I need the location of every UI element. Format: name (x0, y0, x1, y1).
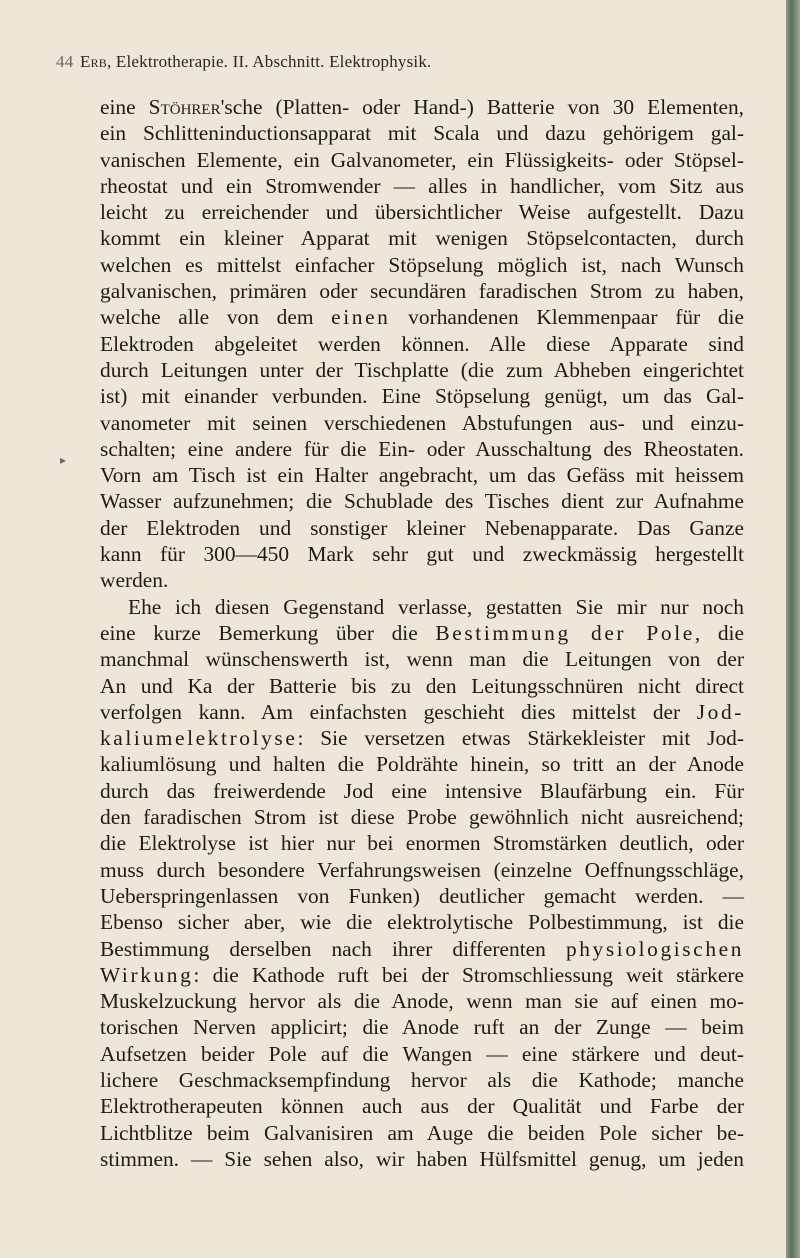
text-line: vanometer mit seinen verschiedenen Abstufungen aus- und einzu- (100, 410, 744, 435)
text-line: Ehe ich diesen Gegenstand verlasse, gestatten Sie mir nur noch (128, 594, 744, 619)
text-line: leicht zu erreichender und übersichtlicher Weise aufgestellt. Dazu (100, 200, 744, 225)
running-head-title: Elektrotherapie. II. Abschnitt. Elektrophysik. (115, 52, 432, 71)
text-line: Elektrotherapeuten können auch aus der Qualität und Farbe der (100, 1094, 744, 1119)
text-line: die Elektrolyse ist hier nur bei enormen Stromstärken deutlich, oder (100, 831, 744, 856)
spaced-emphasis: physiologischen (565, 936, 744, 961)
text-line: Ueberspringenlassen von Funken) deutlicher gemacht werden. — (100, 883, 744, 908)
text-line: rheostat und ein Stromwender — alles in handlicher, vom Sitz aus (100, 173, 744, 198)
text-line: kann für 300—450 Mark sehr gut und zweckmässig hergestellt (100, 542, 744, 567)
running-head: 44 Erb, Elektrotherapie. II. Abschnitt. Elektrophysik. (56, 52, 432, 71)
text-line: kommt ein kleiner Apparat mit wenigen Stöpselcontacten, durch (100, 226, 744, 251)
page-edge (786, 0, 800, 1258)
margin-mark: ▸ (60, 453, 67, 467)
text-line: den faradischen Strom ist diese Probe gewöhnlich nicht ausreichend; (100, 805, 744, 830)
text-line: Elektroden abgeleitet werden können. Alle diese Apparate sind (100, 331, 744, 356)
text-line: Bestimmung derselben nach ihrer differenten physiologischen (100, 936, 744, 961)
text-line: lichere Geschmacksempfindung hervor als die Kathode; manche (100, 1067, 744, 1092)
text-line: Muskelzuckung hervor als die Anode, wenn man sie auf einen mo- (100, 989, 744, 1014)
text-line: Lichtblitze beim Galvanisiren am Auge die beiden Pole sicher be- (100, 1120, 744, 1145)
text-line: eine kurze Bemerkung über die Bestimmung der Pole, die (100, 620, 744, 645)
text-line: An und Ka der Batterie bis zu den Leitungsschnüren nicht direct (100, 673, 744, 698)
text-line: welche alle von dem einen vorhandenen Klemmenpaar für die (100, 305, 744, 330)
spaced-emphasis: kaliumelektrolyse (100, 726, 298, 751)
spaced-emphasis: Jod- (696, 699, 744, 724)
spaced-emphasis: einen (331, 305, 391, 330)
text-line: durch das freiwerdende Jod eine intensive Blaufärbung ein. Für (100, 778, 744, 803)
text-line: vanischen Elemente, ein Galvanometer, ein Flüssigkeits- oder Stöpsel- (100, 147, 744, 172)
text-line: Vorn am Tisch ist ein Halter angebracht, um das Gefäss mit heissem (100, 463, 744, 488)
text-line: manchmal wünschenswerth ist, wenn man die Leitungen von der (100, 647, 744, 672)
text-line: muss durch besondere Verfahrungsweisen (einzelne Oeffnungsschläge, (100, 857, 744, 882)
text-line: der Elektroden und sonstiger kleiner Nebenapparate. Das Ganze (100, 515, 744, 540)
text-line: ein Schlitteninductionsapparat mit Scala und dazu gehörigem gal- (100, 121, 744, 146)
body-text (100, 94, 744, 1172)
name-small-caps: Stöhrer (148, 95, 221, 119)
text-line: stimmen. — Sie sehen also, wir haben Hülfsmittel genug, um jeden (100, 1146, 744, 1171)
text-line: kaliumelektrolyse: Sie versetzen etwas Stärkekleister mit Jod- (100, 726, 744, 751)
text-line: verfolgen kann. Am einfachsten geschieht dies mittelst der Jod- (100, 699, 744, 724)
running-head-author: Erb (80, 52, 107, 71)
text-line: ist) mit einander verbunden. Eine Stöpselung genügt, um das Gal- (100, 384, 744, 409)
text-line: eine Stöhrer'sche (Platten- oder Hand-) Batterie von 30 Elementen, (100, 95, 744, 119)
spaced-emphasis: Wirkung (100, 962, 194, 987)
text-line: galvanischen, primären oder secundären faradischen Strom zu haben, (100, 279, 744, 304)
text-line: kaliumlösung und halten die Poldrähte hinein, so tritt an der Anode (100, 752, 744, 777)
text-line: Aufsetzen beider Pole auf die Wangen — eine stärkere und deut- (100, 1041, 744, 1066)
text-line: durch Leitungen unter der Tischplatte (die zum Abheben eingerichtet (100, 357, 744, 382)
text-line: schalten; eine andere für die Ein- oder Ausschaltung des Rheostaten. (100, 436, 744, 461)
text-line: Wasser aufzunehmen; die Schublade des Tisches dient zur Aufnahme (100, 489, 744, 514)
text-line: Wirkung: die Kathode ruft bei der Stromschliessung weit stärkere (100, 962, 744, 987)
text-line: werden. (100, 568, 169, 593)
text-line: Ebenso sicher aber, wie die elektrolytische Polbestimmung, ist die (100, 910, 744, 935)
spaced-emphasis: Bestimmung der Pole (435, 620, 695, 645)
text-line: torischen Nerven applicirt; die Anode ruft an der Zunge — beim (100, 1015, 744, 1040)
text-line: welchen es mittelst einfacher Stöpselung möglich ist, nach Wunsch (100, 252, 744, 277)
page-number: 44 (56, 52, 74, 71)
